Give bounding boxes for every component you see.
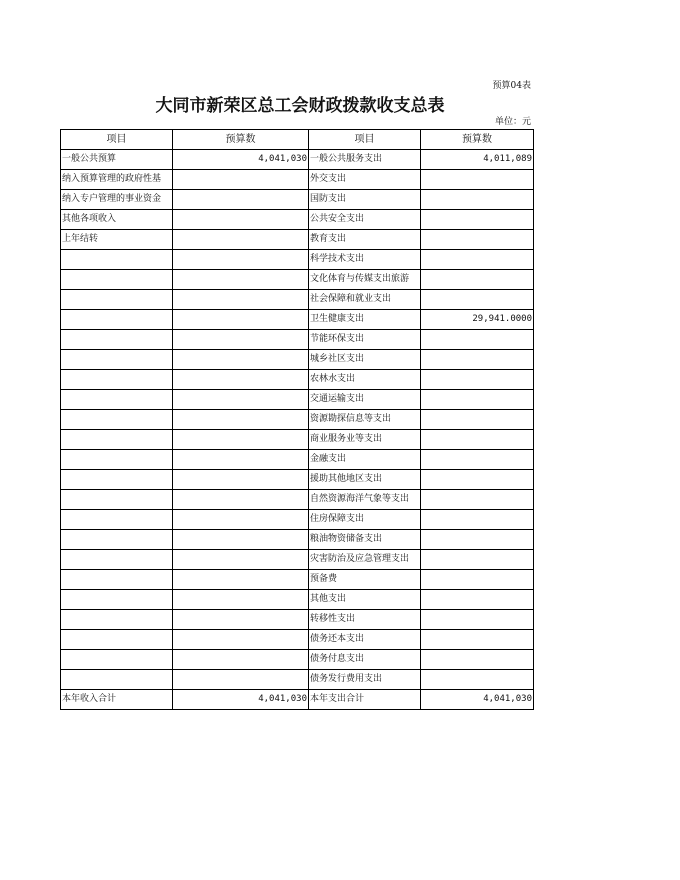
income-item-cell xyxy=(61,450,173,470)
income-amount-cell xyxy=(173,530,309,550)
expense-amount-cell xyxy=(421,670,534,690)
income-amount-cell xyxy=(173,290,309,310)
expense-item-cell: 住房保障支出 xyxy=(309,510,421,530)
income-amount-cell xyxy=(173,270,309,290)
expense-amount-cell xyxy=(421,470,534,490)
total-expense-amount: 4,041,030 xyxy=(421,690,534,710)
expense-item-cell: 金融支出 xyxy=(309,450,421,470)
income-item-cell xyxy=(61,470,173,490)
page-title: 大同市新荣区总工会财政拨款收支总表 xyxy=(155,96,445,116)
income-item-cell xyxy=(61,670,173,690)
expense-amount-cell xyxy=(421,450,534,470)
unit-label: 单位：元 xyxy=(494,117,531,127)
expense-amount-cell xyxy=(421,270,534,290)
table-row xyxy=(61,330,534,350)
income-amount-cell xyxy=(173,350,309,370)
table-row xyxy=(61,390,534,410)
income-amount-cell xyxy=(173,310,309,330)
income-amount-cell xyxy=(173,630,309,650)
expense-item-cell: 债务还本支出 xyxy=(309,630,421,650)
table-row xyxy=(61,230,534,250)
income-item-cell xyxy=(61,370,173,390)
table-row xyxy=(61,210,534,230)
expense-amount-cell xyxy=(421,410,534,430)
income-item-cell xyxy=(61,410,173,430)
income-amount-cell xyxy=(173,230,309,250)
income-amount-cell: 4,041,030 xyxy=(173,150,309,170)
table-row xyxy=(61,190,534,210)
income-item-cell xyxy=(61,530,173,550)
income-item-cell: 纳入专户管理的事业资金 xyxy=(61,190,173,210)
expense-item-cell: 援助其他地区支出 xyxy=(309,470,421,490)
header-expense-amount: 预算数 xyxy=(421,130,534,150)
income-amount-cell xyxy=(173,250,309,270)
income-item-cell: 其他各项收入 xyxy=(61,210,173,230)
income-amount-cell xyxy=(173,430,309,450)
budget-table xyxy=(60,129,534,710)
expense-item-cell: 预备费 xyxy=(309,570,421,590)
table-row xyxy=(61,650,534,670)
expense-amount-cell xyxy=(421,630,534,650)
expense-item-cell: 一般公共服务支出 xyxy=(309,150,421,170)
income-amount-cell xyxy=(173,610,309,630)
header-expense-item: 项目 xyxy=(309,130,421,150)
table-row xyxy=(61,250,534,270)
expense-item-cell: 债务付息支出 xyxy=(309,650,421,670)
income-item-cell xyxy=(61,250,173,270)
income-amount-cell xyxy=(173,670,309,690)
income-amount-cell xyxy=(173,190,309,210)
income-item-cell: 纳入预算管理的政府性基 xyxy=(61,170,173,190)
income-item-cell xyxy=(61,390,173,410)
income-item-cell: 上年结转 xyxy=(61,230,173,250)
table-row xyxy=(61,490,534,510)
income-amount-cell xyxy=(173,550,309,570)
table-row xyxy=(61,170,534,190)
expense-item-cell: 转移性支出 xyxy=(309,610,421,630)
expense-amount-cell xyxy=(421,530,534,550)
table-row xyxy=(61,450,534,470)
expense-item-cell: 粮油物资储备支出 xyxy=(309,530,421,550)
expense-amount-cell xyxy=(421,290,534,310)
income-item-cell xyxy=(61,630,173,650)
table-row xyxy=(61,510,534,530)
expense-amount-cell xyxy=(421,650,534,670)
header-income-amount: 预算数 xyxy=(173,130,309,150)
income-amount-cell xyxy=(173,570,309,590)
income-amount-cell xyxy=(173,170,309,190)
income-amount-cell xyxy=(173,390,309,410)
table-row xyxy=(61,290,534,310)
table-row xyxy=(61,590,534,610)
total-income-amount: 4,041,030 xyxy=(173,690,309,710)
income-amount-cell xyxy=(173,490,309,510)
expense-item-cell: 社会保障和就业支出 xyxy=(309,290,421,310)
form-number: 预算04表 xyxy=(492,81,531,91)
income-item-cell xyxy=(61,650,173,670)
expense-amount-cell xyxy=(421,330,534,350)
income-item-cell xyxy=(61,290,173,310)
expense-item-cell: 商业服务业等支出 xyxy=(309,430,421,450)
table-row xyxy=(61,530,534,550)
income-item-cell xyxy=(61,310,173,330)
income-amount-cell xyxy=(173,210,309,230)
income-amount-cell xyxy=(173,330,309,350)
expense-item-cell: 灾害防治及应急管理支出 xyxy=(309,550,421,570)
table-row xyxy=(61,610,534,630)
income-item-cell: 一般公共预算 xyxy=(61,150,173,170)
table-row xyxy=(61,270,534,290)
table-row xyxy=(61,470,534,490)
expense-amount-cell: 4,011,089 xyxy=(421,150,534,170)
income-item-cell xyxy=(61,610,173,630)
total-row xyxy=(61,690,534,710)
income-item-cell xyxy=(61,510,173,530)
table-row xyxy=(61,310,534,330)
table-row xyxy=(61,550,534,570)
total-expense-label: 本年支出合计 xyxy=(309,690,421,710)
income-amount-cell xyxy=(173,510,309,530)
income-item-cell xyxy=(61,430,173,450)
expense-amount-cell xyxy=(421,490,534,510)
expense-item-cell: 节能环保支出 xyxy=(309,330,421,350)
income-item-cell xyxy=(61,330,173,350)
expense-amount-cell: 29,941.0000 xyxy=(421,310,534,330)
income-amount-cell xyxy=(173,450,309,470)
income-item-cell xyxy=(61,350,173,370)
table-row xyxy=(61,570,534,590)
table-row xyxy=(61,370,534,390)
expense-item-cell: 教育支出 xyxy=(309,230,421,250)
expense-amount-cell xyxy=(421,610,534,630)
expense-item-cell: 城乡社区支出 xyxy=(309,350,421,370)
table-row xyxy=(61,430,534,450)
expense-amount-cell xyxy=(421,230,534,250)
table-header-row xyxy=(61,130,534,150)
expense-amount-cell xyxy=(421,250,534,270)
expense-item-cell: 其他支出 xyxy=(309,590,421,610)
income-item-cell xyxy=(61,490,173,510)
income-amount-cell xyxy=(173,590,309,610)
expense-item-cell: 债务发行费用支出 xyxy=(309,670,421,690)
expense-item-cell: 外交支出 xyxy=(309,170,421,190)
income-amount-cell xyxy=(173,410,309,430)
expense-item-cell: 国防支出 xyxy=(309,190,421,210)
expense-amount-cell xyxy=(421,550,534,570)
table-row xyxy=(61,350,534,370)
income-item-cell xyxy=(61,570,173,590)
expense-item-cell: 卫生健康支出 xyxy=(309,310,421,330)
expense-item-cell: 公共安全支出 xyxy=(309,210,421,230)
expense-amount-cell xyxy=(421,570,534,590)
total-income-label: 本年收入合计 xyxy=(61,690,173,710)
expense-item-cell: 农林水支出 xyxy=(309,370,421,390)
expense-amount-cell xyxy=(421,210,534,230)
expense-amount-cell xyxy=(421,390,534,410)
expense-item-cell: 自然资源海洋气象等支出 xyxy=(309,490,421,510)
expense-amount-cell xyxy=(421,350,534,370)
expense-amount-cell xyxy=(421,190,534,210)
income-item-cell xyxy=(61,550,173,570)
expense-amount-cell xyxy=(421,510,534,530)
table-row xyxy=(61,630,534,650)
expense-amount-cell xyxy=(421,430,534,450)
expense-amount-cell xyxy=(421,170,534,190)
expense-item-cell: 科学技术支出 xyxy=(309,250,421,270)
income-item-cell xyxy=(61,590,173,610)
income-amount-cell xyxy=(173,470,309,490)
table-row xyxy=(61,670,534,690)
expense-item-cell: 文化体育与传媒支出旅游 xyxy=(309,270,421,290)
expense-amount-cell xyxy=(421,590,534,610)
income-item-cell xyxy=(61,270,173,290)
table-row xyxy=(61,410,534,430)
expense-item-cell: 资源勘探信息等支出 xyxy=(309,410,421,430)
income-amount-cell xyxy=(173,650,309,670)
income-amount-cell xyxy=(173,370,309,390)
header-income-item: 项目 xyxy=(61,130,173,150)
expense-item-cell: 交通运输支出 xyxy=(309,390,421,410)
table-row xyxy=(61,150,534,170)
expense-amount-cell xyxy=(421,370,534,390)
